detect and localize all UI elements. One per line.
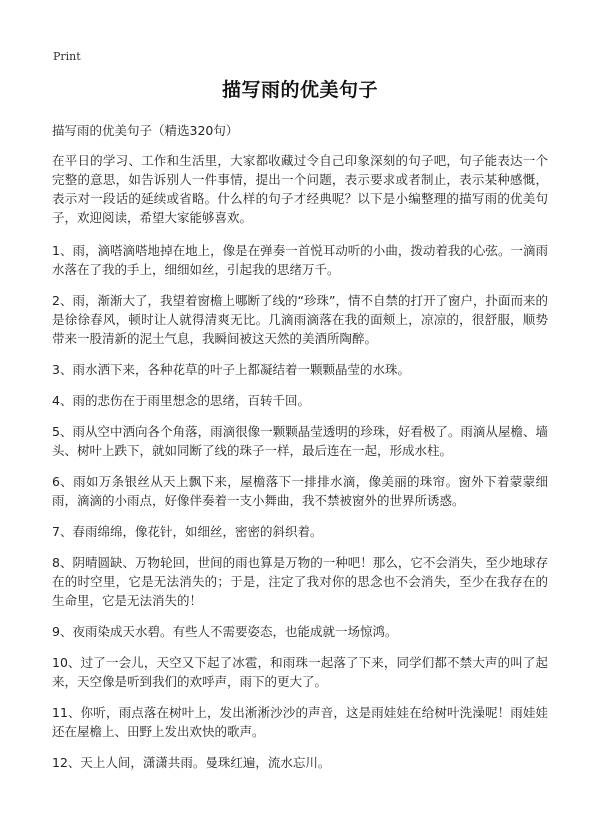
sentence-item: 9、夜雨染成天水碧。有些人不需要姿态，也能成就一场惊鸿。 [52, 624, 398, 639]
sentence-item: 11、你听，雨点落在树叶上，发出淅淅沙沙的声音，这是雨娃娃在给树叶洗澡呢！雨娃娃还在屋檐上、田野上发出欢快的歌声。 [52, 705, 548, 739]
page-title: 描写雨的优美句子 [221, 79, 378, 101]
article-body [52, 121, 548, 784]
sentence-item: 1、雨，滴嗒滴嗒地掉在地上，像是在弹奏一首悦耳动听的小曲，拨动着我的心弦。一滴雨水落在了我的手上，细细如丝，引起我的思绪万千。 [52, 243, 548, 277]
article-subtitle: 描写雨的优美句子（精选320句） [52, 123, 239, 138]
sentence-item: 12、天上人间，潇潇共雨。曼珠红遍，流水忘川。 [52, 755, 331, 770]
sentence-item: 2、雨，渐渐大了，我望着窗檐上哪断了线的“珍珠”，情不自禁的打开了窗户，扑面而来的是徐徐春风，顿时让人就得清爽无比。几滴雨滴落在我的面颊上，凉凉的，很舒服，顺势带来一股清新的泥土气息，我瞬间被这天然的美酒所陶醉。 [52, 293, 548, 346]
sentence-item: 3、雨水洒下来，各种花草的叶子上都凝结着一颗颗晶莹的水珠。 [52, 362, 410, 377]
sentence-item: 6、雨如万条银丝从天上飘下来，屋檐落下一排排水滴，像美丽的珠帘。窗外下着蒙蒙细雨，滴滴的小雨点，好像伴奏着一支小舞曲，我不禁被窗外的世界所诱惑。 [52, 474, 548, 508]
intro-paragraph: 在平日的学习、工作和生活里，大家都收藏过令自己印象深刻的句子吧，句子能表达一个完整的意思，如告诉别人一件事情，提出一个问题，表示要求或者制止，表示某种感慨，表示对一段话的延续或省略。什么样的句子才经典呢？以下是小编整理的描写雨的优美句子，欢迎阅读，希望大家能够喜欢。 [52, 153, 548, 225]
sentence-item: 7、春雨绵绵，像花针，如细丝，密密的斜织着。 [52, 524, 323, 539]
sentence-item: 10、过了一会儿，天空又下起了冰雹，和雨珠一起落了下来，同学们都不禁大声的叫了起来，天空像是听到我们的欢呼声，雨下的更大了。 [52, 655, 548, 689]
sentence-item: 4、雨的悲伤在于雨里想念的思绪，百转千回。 [52, 393, 310, 408]
sentence-item: 8、阴晴圆缺、万物轮回，世间的雨也算是万物的一种吧！那么，它不会消失，至少地球存在的时空里，它是无法消失的；于是，注定了我对你的思念也不会消失，至少在我存在的生命里，它是无法消失的！ [52, 555, 548, 608]
sentence-item: 5、雨从空中洒向各个角落，雨滴很像一颗颗晶莹透明的珍珠，好看极了。雨滴从屋檐、墙头、树叶上跌下，就如同断了线的珠子一样，最后连在一起，形成水柱。 [52, 424, 548, 458]
print-link[interactable]: Print [53, 50, 81, 63]
